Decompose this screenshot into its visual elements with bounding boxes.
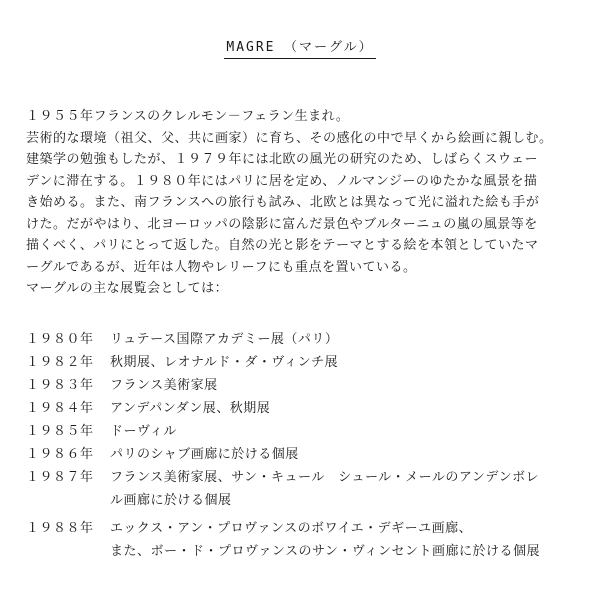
exhibition-item <box>26 443 586 466</box>
exhibition-description <box>110 443 586 466</box>
exhibition-year: １９８４年 <box>26 401 94 416</box>
exhibition-year: １９８７年 <box>26 470 94 485</box>
exhibition-description-line: リュテース国際アカデミー展（パリ） <box>110 332 339 347</box>
exhibition-description-line: ル画廊に於ける個展 <box>110 493 232 508</box>
bio-line: 描くべく、パリにとって返した。自然の光と影をテーマとする絵を本領としていたマ <box>26 238 539 253</box>
exhibition-year: １９８０年 <box>26 332 94 347</box>
bio-line: ーグルであるが、近年は人物やレリーフにも重点を置いている。 <box>26 259 417 275</box>
exhibition-year: １９８３年 <box>26 378 94 393</box>
exhibition-year: １９８８年 <box>26 521 94 536</box>
exhibition-description-line: エックス・アン・プロヴァンスのボワイエ・デギーユ画廊、 <box>110 521 473 536</box>
exhibition-list <box>26 328 586 563</box>
bio-line: 芸術的な環境（祖父、父、共に画家）に育ち、その感化の中で早くから絵画に親しむ。 <box>26 130 553 146</box>
exhibition-year: １９８２年 <box>26 355 94 370</box>
bio-line: デンに滞在する。１９８０年にはパリに居を定め、ノルマンジーのゆたかな風景を描 <box>26 173 538 189</box>
exhibition-item <box>26 374 586 397</box>
exhibition-description <box>110 466 586 512</box>
document-title-block <box>0 40 600 59</box>
exhibition-description <box>110 328 586 351</box>
exhibition-year: １９８５年 <box>26 424 94 439</box>
exhibition-description <box>110 420 586 443</box>
exhibition-item <box>26 328 586 351</box>
bio-line: き始める。また、南フランスへの旅行も試み、北欧とは異なって光に溢れた絵も手が <box>26 195 540 210</box>
exhibition-description-line: アンデパンダン展、秋期展 <box>110 401 271 416</box>
exhibition-description-line: また、ボー・ド・プロヴァンスのサン・ヴィンセント画廊に於ける個展 <box>110 544 541 559</box>
exhibition-item <box>26 517 586 563</box>
bio-line: 建築学の勉強もしたが、１９７９年には北欧の風光の研究のため、しばらくスウェー <box>26 152 538 167</box>
exhibition-year: １９８６年 <box>26 447 94 462</box>
exhibition-item <box>26 420 586 443</box>
exhibition-item <box>26 397 586 420</box>
bio-line: けた。だがやはり、北ヨーロッパの陰影に富んだ景色やブルターニュの嵐の風景等を <box>26 216 538 232</box>
bio-line: １９５５年フランスのクレルモン－フェラン生まれ。 <box>26 109 350 124</box>
exhibition-item <box>26 466 586 512</box>
exhibition-description-line: 秋期展、レオナルド・ダ・ヴィンチ展 <box>110 355 339 370</box>
exhibition-description <box>110 374 586 397</box>
exhibition-description-line: フランス美術家展、サン・キュール シュール・メールのアンデンボレ <box>110 470 540 485</box>
exhibition-item <box>26 351 586 374</box>
exhibition-description-line: ドーヴィル <box>110 424 177 439</box>
exhibition-description <box>110 351 586 374</box>
exhibitions-intro: マーグルの主な展覧会としては： <box>26 281 229 296</box>
exhibition-description <box>110 517 586 563</box>
exhibition-description <box>110 397 586 420</box>
biography-paragraph <box>26 106 578 300</box>
exhibition-description-line: パリのシャブ画廊に於ける個展 <box>110 447 299 462</box>
document-title: MAGRE （マーグル） <box>224 40 375 59</box>
exhibition-description-line: フランス美術家展 <box>110 378 218 393</box>
